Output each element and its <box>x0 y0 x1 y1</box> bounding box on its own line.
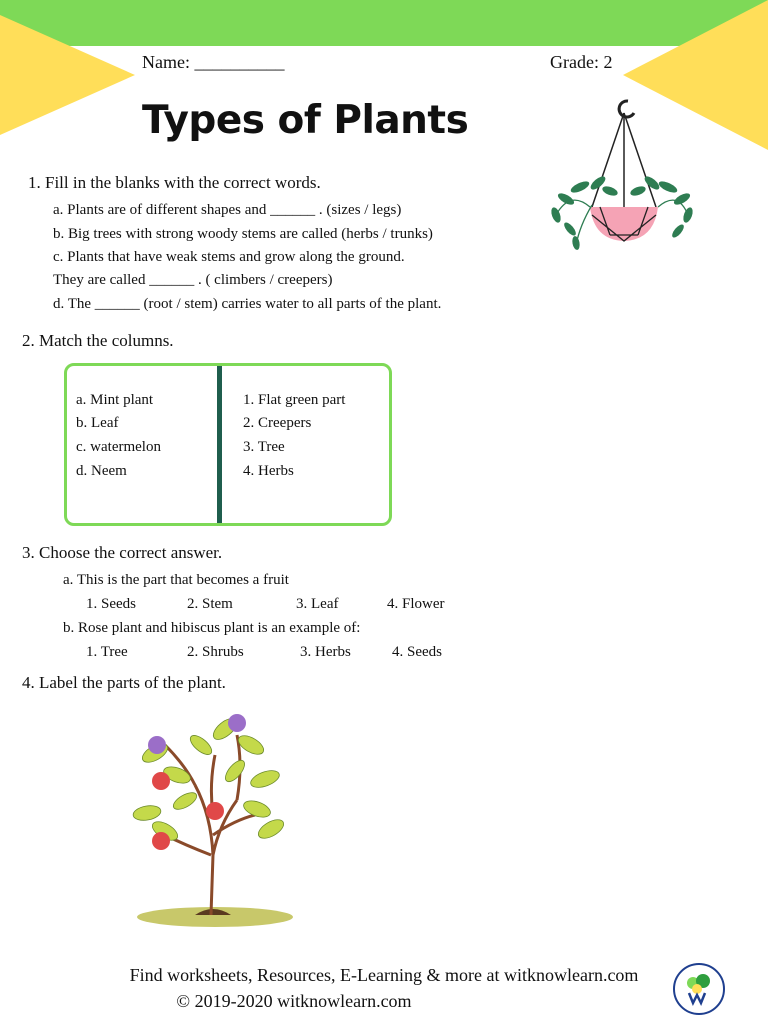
q3-item-a: a. This is the part that becomes a fruit <box>63 572 289 588</box>
match-left-item: b. Leaf <box>76 415 119 431</box>
name-field-label: Name: __________ <box>142 52 285 72</box>
q3-a-option: 3. Leaf <box>296 596 339 612</box>
q1-item-c-continued: They are called ______ . ( climbers / creepers) <box>53 272 333 288</box>
tree-plant-icon <box>125 705 300 935</box>
match-right-item: 1. Flat green part <box>243 392 346 408</box>
match-left-item: c. watermelon <box>76 439 161 455</box>
footer-resources-line: Find worksheets, Resources, E-Learning & more at witknowlearn.com <box>129 965 639 985</box>
q2-heading: 2. Match the columns. <box>22 331 174 350</box>
q3-b-option: 1. Tree <box>86 644 128 660</box>
q1-item-b: b. Big trees with strong woody stems are called (herbs / trunks) <box>53 226 433 242</box>
q3-a-option: 4. Flower <box>387 596 445 612</box>
page-title: Types of Plants <box>142 98 469 143</box>
q4-heading: 4. Label the parts of the plant. <box>22 673 226 692</box>
q1-item-d: d. The ______ (root / stem) carries water to all parts of the plant. <box>53 296 442 312</box>
match-right-item: 3. Tree <box>243 439 285 455</box>
match-columns-box <box>64 363 392 526</box>
q1-item-c: c. Plants that have weak stems and grow along the ground. <box>53 249 405 265</box>
logo-mark-icon <box>675 965 723 1013</box>
hanging-plant-icon <box>540 95 700 255</box>
q3-b-option: 3. Herbs <box>300 644 351 660</box>
match-left-item: d. Neem <box>76 463 127 479</box>
q1-heading: 1. Fill in the blanks with the correct words. <box>28 173 321 192</box>
q3-a-option: 2. Stem <box>187 596 233 612</box>
left-yellow-triangle <box>0 15 135 135</box>
witknowlearn-logo-icon <box>673 963 725 1015</box>
q3-b-option: 4. Seeds <box>392 644 442 660</box>
match-left-item: a. Mint plant <box>76 392 154 408</box>
footer-copyright: © 2019-2020 witknowlearn.com <box>176 991 412 1011</box>
q3-item-b: b. Rose plant and hibiscus plant is an example of: <box>63 620 361 636</box>
q1-item-a: a. Plants are of different shapes and ______ . (sizes / legs) <box>53 202 402 218</box>
match-right-item: 4. Herbs <box>243 463 294 479</box>
q3-a-option: 1. Seeds <box>86 596 136 612</box>
column-divider <box>217 366 222 523</box>
q3-heading: 3. Choose the correct answer. <box>22 543 223 562</box>
match-right-item: 2. Creepers <box>243 415 312 431</box>
grade-label: Grade: 2 <box>550 52 613 72</box>
q3-b-option: 2. Shrubs <box>187 644 244 660</box>
